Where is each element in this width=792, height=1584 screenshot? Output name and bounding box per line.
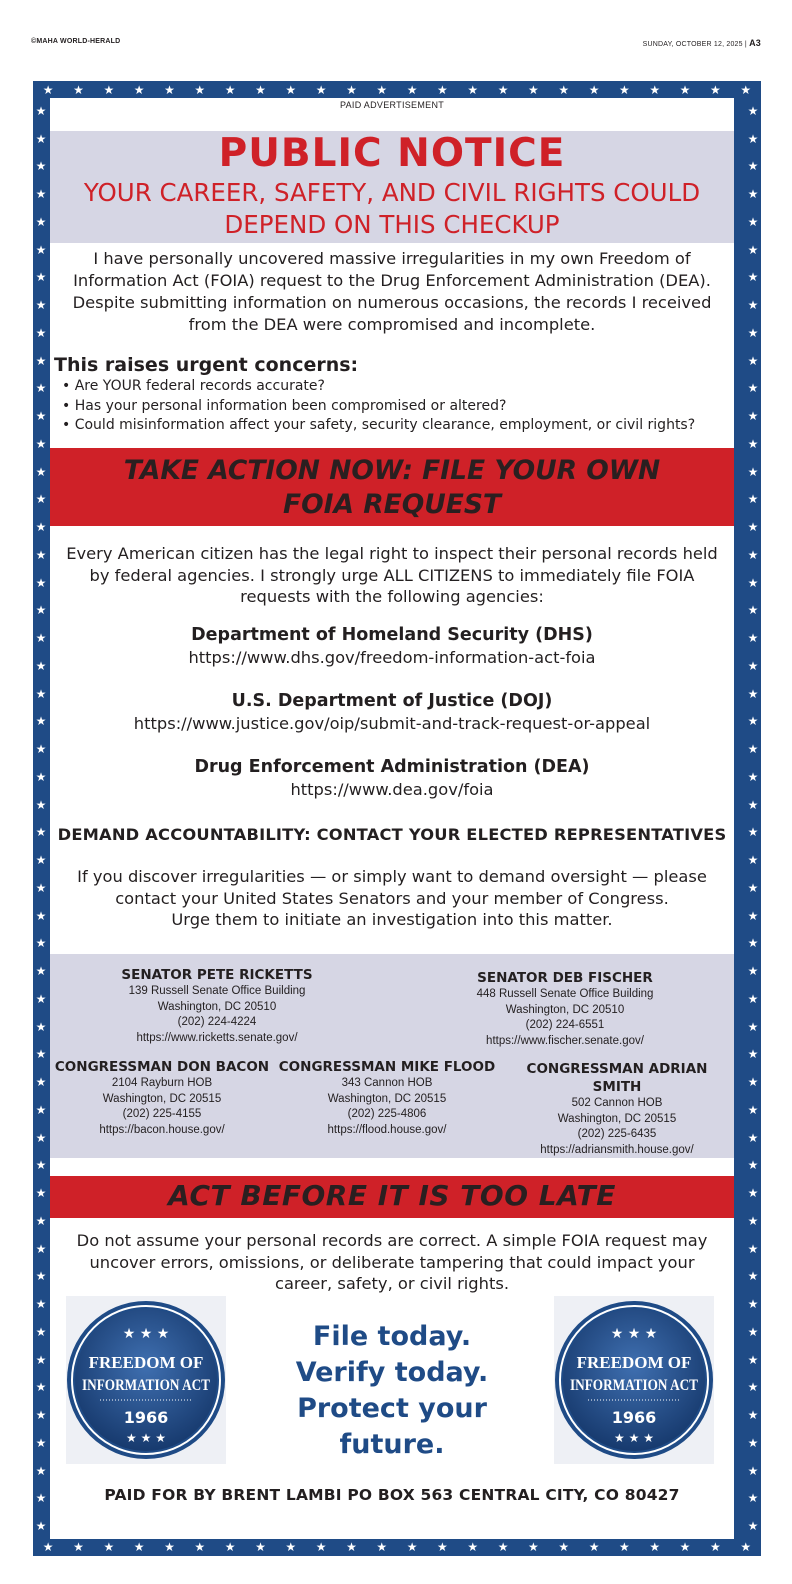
agency-url-dea: https://www.dea.gov/foia — [290, 780, 494, 799]
seal-line-1: FREEDOM OF — [576, 1353, 692, 1372]
border-star-icon: ★ — [679, 1540, 691, 1554]
border-star-icon: ★ — [437, 83, 448, 97]
border-star-icon: ★ — [747, 1324, 759, 1339]
border-star-icon: ★ — [35, 575, 47, 590]
border-star-icon: ★ — [35, 214, 47, 229]
rep-office: 502 Cannon HOB — [571, 1097, 663, 1109]
border-star-icon: ★ — [558, 1540, 570, 1554]
agency-name-doj: U.S. Department of Justice (DOJ) — [231, 691, 553, 711]
paid-advertisement-label: PAID ADVERTISEMENT — [339, 100, 445, 110]
border-star-icon: ★ — [35, 631, 47, 646]
border-star-icon: ★ — [35, 1324, 47, 1339]
border-star-icon: ★ — [133, 83, 145, 97]
border-star-icon: ★ — [35, 242, 47, 257]
border-star-icon: ★ — [35, 1269, 47, 1284]
border-star-icon: ★ — [73, 83, 84, 97]
concerns-list — [62, 377, 746, 436]
border-star-icon: ★ — [747, 658, 759, 673]
border-star-icon: ★ — [740, 1540, 752, 1554]
seal-stars-top-icon: ★ ★ ★ — [122, 1326, 170, 1342]
rep-city: Washington, DC 20515 — [102, 1092, 222, 1105]
discover-line-3: Urge them to initiate an investigation into this matter. — [171, 910, 613, 929]
rep-city: Washington, DC 20515 — [557, 1112, 677, 1125]
border-star-icon: ★ — [747, 742, 759, 757]
discover-paragraph — [50, 866, 734, 931]
border-star-icon: ★ — [747, 1463, 759, 1478]
border-star-icon: ★ — [619, 1540, 630, 1554]
rep-office: 343 Cannon HOB — [341, 1077, 433, 1089]
advertisement-body — [50, 98, 734, 1539]
border-star-icon: ★ — [35, 187, 47, 202]
seal-line-1: FREEDOM OF — [88, 1353, 204, 1372]
list-item: • Are YOUR federal records accurate? — [62, 377, 746, 397]
representatives-panel — [50, 954, 734, 1158]
representative-bacon — [52, 1058, 272, 1138]
border-star-icon: ★ — [35, 769, 47, 784]
border-star-icon: ★ — [35, 1408, 47, 1423]
border-star-icon: ★ — [35, 270, 47, 285]
border-star-icon: ★ — [747, 1158, 759, 1173]
border-star-icon: ★ — [710, 83, 721, 97]
border-star-icon: ★ — [285, 1540, 297, 1554]
border-star-icon: ★ — [346, 1540, 357, 1554]
rep-phone: (202) 225-4155 — [122, 1108, 202, 1120]
foia-seal-graphic — [554, 1296, 714, 1464]
border-star-icon: ★ — [35, 880, 47, 895]
star-column-left — [33, 97, 49, 1540]
border-star-icon: ★ — [747, 1102, 759, 1117]
border-star-icon: ★ — [35, 547, 47, 562]
border-star-icon: ★ — [588, 1540, 600, 1554]
agency-name-dea: Drug Enforcement Administration (DEA) — [194, 757, 590, 777]
border-star-icon: ★ — [103, 1540, 115, 1554]
intro-paragraph: I have personally uncovered massive irregularities in my own Freedom of Information Act (FOIA) request to the Drug Enforcement Administration (DEA). Despite submitting information on numerous occasions, the records I received from the DEA were compromised and incomplete. — [72, 249, 712, 334]
border-star-icon: ★ — [747, 242, 759, 257]
border-star-icon: ★ — [285, 83, 297, 97]
slogan-line-2: Verify today. — [295, 1357, 489, 1388]
agency-name-dhs: Department of Homeland Security (DHS) — [191, 625, 593, 645]
border-star-icon: ★ — [35, 797, 47, 812]
border-star-icon: ★ — [747, 353, 759, 368]
star-row-top — [33, 82, 761, 98]
subtitle-line-1: YOUR CAREER, SAFETY, AND CIVIL RIGHTS COULD — [83, 178, 701, 207]
representative-ricketts — [112, 966, 322, 1046]
border-star-icon: ★ — [406, 83, 418, 97]
act-before-late-band — [50, 1176, 734, 1218]
border-star-icon: ★ — [35, 159, 47, 174]
rep-name: CONGRESSMAN DON BACON — [54, 1059, 270, 1075]
border-star-icon: ★ — [747, 1297, 759, 1312]
border-star-icon: ★ — [35, 492, 47, 507]
rep-city: Washington, DC 20510 — [505, 1003, 625, 1016]
border-star-icon: ★ — [649, 1540, 661, 1554]
border-star-icon: ★ — [406, 1540, 418, 1554]
star-row-bottom — [33, 1539, 761, 1555]
border-star-icon: ★ — [224, 1540, 236, 1554]
issue-date — [643, 38, 761, 48]
border-star-icon: ★ — [747, 547, 759, 562]
rep-name: CONGRESSMAN MIKE FLOOD — [278, 1059, 496, 1075]
border-star-icon: ★ — [679, 83, 691, 97]
border-star-icon: ★ — [35, 964, 47, 979]
list-item: • Has your personal information been compromised or altered? — [62, 397, 746, 417]
border-star-icon: ★ — [747, 825, 759, 840]
closing-paragraph: Do not assume your personal records are correct. A simple FOIA request may uncover errors, omissions, or deliberate tampering that could impact your career, safety, or civil rights. — [76, 1231, 708, 1293]
border-star-icon: ★ — [747, 908, 759, 923]
border-star-icon: ★ — [35, 1047, 47, 1062]
border-star-icon: ★ — [528, 1540, 539, 1554]
border-star-icon: ★ — [747, 159, 759, 174]
border-star-icon: ★ — [35, 686, 47, 701]
rep-url: https://www.ricketts.senate.gov/ — [136, 1031, 298, 1044]
border-star-icon: ★ — [747, 381, 759, 396]
seal-stars-top-icon: ★ ★ ★ — [610, 1326, 658, 1342]
border-star-icon: ★ — [42, 1540, 54, 1554]
border-star-icon: ★ — [747, 853, 759, 868]
border-star-icon: ★ — [747, 714, 759, 729]
border-star-icon: ★ — [747, 880, 759, 895]
border-star-icon: ★ — [42, 83, 54, 97]
border-star-icon: ★ — [35, 1130, 47, 1145]
agency-url-dhs: https://www.dhs.gov/freedom-information-act-foia — [188, 648, 596, 667]
seal-line-2: INFORMATION ACT — [570, 1377, 699, 1394]
border-star-icon: ★ — [747, 492, 759, 507]
border-star-icon: ★ — [747, 1186, 759, 1201]
border-star-icon: ★ — [747, 991, 759, 1006]
border-star-icon: ★ — [35, 1463, 47, 1478]
border-star-icon: ★ — [747, 1047, 759, 1062]
border-star-icon: ★ — [35, 1019, 47, 1034]
border-star-icon: ★ — [255, 1540, 266, 1554]
rep-url: https://bacon.house.gov/ — [99, 1123, 225, 1136]
seal-year: 1966 — [611, 1408, 657, 1427]
border-star-icon: ★ — [747, 1408, 759, 1423]
rep-city: Washington, DC 20515 — [327, 1092, 447, 1105]
border-star-icon: ★ — [619, 83, 630, 97]
rep-url: https://adriansmith.house.gov/ — [540, 1143, 694, 1156]
border-star-icon: ★ — [497, 1540, 509, 1554]
border-star-icon: ★ — [35, 464, 47, 479]
border-star-icon: ★ — [747, 1519, 759, 1534]
border-star-icon: ★ — [35, 298, 47, 313]
slogan-line-4: future. — [339, 1429, 445, 1460]
border-star-icon: ★ — [467, 1540, 479, 1554]
masthead — [31, 38, 761, 50]
rep-url: https://flood.house.gov/ — [327, 1123, 447, 1136]
page-number: A3 — [749, 38, 761, 48]
date-text: SUNDAY, OCTOBER 12, 2025 — [642, 41, 743, 48]
border-star-icon: ★ — [437, 1540, 448, 1554]
rep-phone: (202) 225-6435 — [577, 1128, 657, 1140]
border-star-icon: ★ — [35, 1102, 47, 1117]
border-star-icon: ★ — [747, 575, 759, 590]
border-star-icon: ★ — [133, 1540, 145, 1554]
border-star-icon: ★ — [747, 1075, 759, 1090]
rep-name: SENATOR PETE RICKETTS — [121, 967, 313, 983]
border-star-icon: ★ — [35, 658, 47, 673]
border-star-icon: ★ — [528, 83, 539, 97]
border-star-icon: ★ — [558, 83, 570, 97]
border-star-icon: ★ — [747, 214, 759, 229]
border-star-icon: ★ — [747, 1130, 759, 1145]
border-star-icon: ★ — [35, 1352, 47, 1367]
rights-paragraph: Every American citizen has the legal right to inspect their personal records held by federal agencies. I strongly urge ALL CITIZENS to immediately file FOIA requests with the following agencies: — [66, 544, 718, 606]
border-star-icon: ★ — [35, 436, 47, 451]
border-star-icon: ★ — [710, 1540, 721, 1554]
slogan-line-3: Protect your — [297, 1393, 487, 1424]
border-star-icon: ★ — [747, 1491, 759, 1506]
representative-fischer — [460, 969, 670, 1049]
border-star-icon: ★ — [35, 1186, 47, 1201]
border-star-icon: ★ — [35, 520, 47, 535]
border-star-icon: ★ — [747, 325, 759, 340]
demand-accountability-heading: DEMAND ACCOUNTABILITY: CONTACT YOUR ELECTED REPRESENTATIVES — [57, 825, 727, 844]
border-star-icon: ★ — [649, 83, 661, 97]
border-star-icon: ★ — [35, 1519, 47, 1534]
border-star-icon: ★ — [747, 1019, 759, 1034]
representative-smith — [502, 1060, 732, 1158]
border-star-icon: ★ — [747, 964, 759, 979]
border-star-icon: ★ — [35, 742, 47, 757]
rep-office: 139 Russell Senate Office Building — [128, 985, 306, 997]
rep-url: https://www.fischer.senate.gov/ — [486, 1034, 644, 1047]
border-star-icon: ★ — [315, 1540, 327, 1554]
take-action-band — [50, 448, 734, 526]
border-star-icon: ★ — [35, 1075, 47, 1090]
discover-line-2: contact your United States Senators and your member of Congress. — [115, 888, 669, 908]
border-star-icon: ★ — [194, 1540, 206, 1554]
border-star-icon: ★ — [35, 825, 47, 840]
rep-phone: (202) 225-4806 — [347, 1108, 427, 1120]
border-star-icon: ★ — [747, 270, 759, 285]
border-star-icon: ★ — [346, 83, 357, 97]
border-star-icon: ★ — [747, 409, 759, 424]
border-star-icon: ★ — [747, 187, 759, 202]
border-star-icon: ★ — [740, 83, 752, 97]
rep-phone: (202) 224-6551 — [525, 1019, 605, 1031]
take-action-heading — [50, 454, 734, 522]
border-star-icon: ★ — [35, 325, 47, 340]
border-star-icon: ★ — [35, 853, 47, 868]
seal-line-2: INFORMATION ACT — [82, 1377, 211, 1394]
border-star-icon: ★ — [35, 353, 47, 368]
border-star-icon: ★ — [73, 1540, 84, 1554]
border-star-icon: ★ — [747, 1213, 759, 1228]
agency-url-doj: https://www.justice.gov/oip/submit-and-track-request-or-appeal — [133, 714, 651, 733]
rep-name: SENATOR DEB FISCHER — [477, 970, 653, 986]
border-star-icon: ★ — [747, 686, 759, 701]
foia-seal-right — [554, 1296, 714, 1464]
border-star-icon: ★ — [35, 1491, 47, 1506]
seal-stars-bottom-icon: ★ ★ ★ — [126, 1431, 166, 1445]
slogan-line-1: File today. — [312, 1321, 472, 1352]
border-star-icon: ★ — [35, 908, 47, 923]
border-star-icon: ★ — [35, 603, 47, 618]
notice-subtitle — [50, 177, 734, 241]
border-star-icon: ★ — [747, 1435, 759, 1450]
border-star-icon: ★ — [255, 83, 266, 97]
border-star-icon: ★ — [747, 103, 759, 118]
rep-city: Washington, DC 20510 — [157, 1000, 277, 1013]
border-star-icon: ★ — [376, 1540, 388, 1554]
border-star-icon: ★ — [35, 103, 47, 118]
border-star-icon: ★ — [747, 936, 759, 951]
border-star-icon: ★ — [35, 1435, 47, 1450]
border-star-icon: ★ — [497, 83, 509, 97]
border-star-icon: ★ — [35, 381, 47, 396]
action-line-1: TAKE ACTION NOW: FILE YOUR OWN — [123, 455, 661, 486]
paid-for-by-line: PAID FOR BY BRENT LAMBI PO BOX 563 CENTRAL CITY, CO 80427 — [104, 1486, 680, 1504]
border-star-icon: ★ — [35, 131, 47, 146]
border-star-icon: ★ — [194, 83, 206, 97]
border-star-icon: ★ — [35, 409, 47, 424]
border-star-icon: ★ — [35, 1213, 47, 1228]
rep-office: 448 Russell Senate Office Building — [476, 988, 654, 1000]
concerns-heading: This raises urgent concerns: — [54, 354, 359, 376]
border-star-icon: ★ — [35, 991, 47, 1006]
act-before-late-heading: ACT BEFORE IT IS TOO LATE — [168, 1179, 616, 1212]
rep-office: 2104 Rayburn HOB — [111, 1077, 213, 1089]
border-star-icon: ★ — [588, 83, 600, 97]
border-star-icon: ★ — [224, 83, 236, 97]
action-line-2: FOIA REQUEST — [282, 489, 502, 520]
border-star-icon: ★ — [467, 83, 479, 97]
publication-name: ©MAHA WORLD-HERALD — [31, 38, 121, 45]
border-star-icon: ★ — [747, 436, 759, 451]
border-star-icon: ★ — [747, 769, 759, 784]
rep-phone: (202) 224-4224 — [177, 1016, 257, 1028]
subtitle-line-2: DEPEND ON THIS CHECKUP — [224, 210, 560, 239]
border-star-icon: ★ — [747, 1269, 759, 1284]
border-star-icon: ★ — [747, 464, 759, 479]
border-star-icon: ★ — [747, 797, 759, 812]
border-star-icon: ★ — [35, 936, 47, 951]
star-column-right — [745, 97, 761, 1540]
border-star-icon: ★ — [747, 1380, 759, 1395]
border-star-icon: ★ — [35, 1297, 47, 1312]
border-star-icon: ★ — [747, 631, 759, 646]
border-star-icon: ★ — [747, 1352, 759, 1367]
border-star-icon: ★ — [747, 520, 759, 535]
border-star-icon: ★ — [164, 1540, 175, 1554]
border-star-icon: ★ — [747, 131, 759, 146]
border-star-icon: ★ — [103, 83, 115, 97]
border-star-icon: ★ — [35, 1380, 47, 1395]
representative-flood — [278, 1058, 496, 1138]
rep-name: CONGRESSMAN ADRIAN SMITH — [526, 1061, 708, 1095]
list-item: • Could misinformation affect your safety, security clearance, employment, or civil rights? — [62, 416, 746, 436]
border-star-icon: ★ — [315, 83, 327, 97]
border-star-icon: ★ — [35, 1241, 47, 1256]
border-star-icon: ★ — [164, 83, 175, 97]
seal-year: 1966 — [123, 1408, 169, 1427]
border-star-icon: ★ — [376, 83, 388, 97]
seal-stars-bottom-icon: ★ ★ ★ — [614, 1431, 654, 1445]
border-star-icon: ★ — [747, 1241, 759, 1256]
title-band — [50, 131, 734, 243]
date-separator: | — [744, 41, 747, 48]
border-star-icon: ★ — [747, 298, 759, 313]
discover-line-1: If you discover irregularities — or simply want to demand oversight — please — [77, 867, 707, 886]
border-star-icon: ★ — [35, 1158, 47, 1173]
public-notice-title: PUBLIC NOTICE — [218, 131, 566, 176]
border-star-icon: ★ — [35, 714, 47, 729]
border-star-icon: ★ — [747, 603, 759, 618]
